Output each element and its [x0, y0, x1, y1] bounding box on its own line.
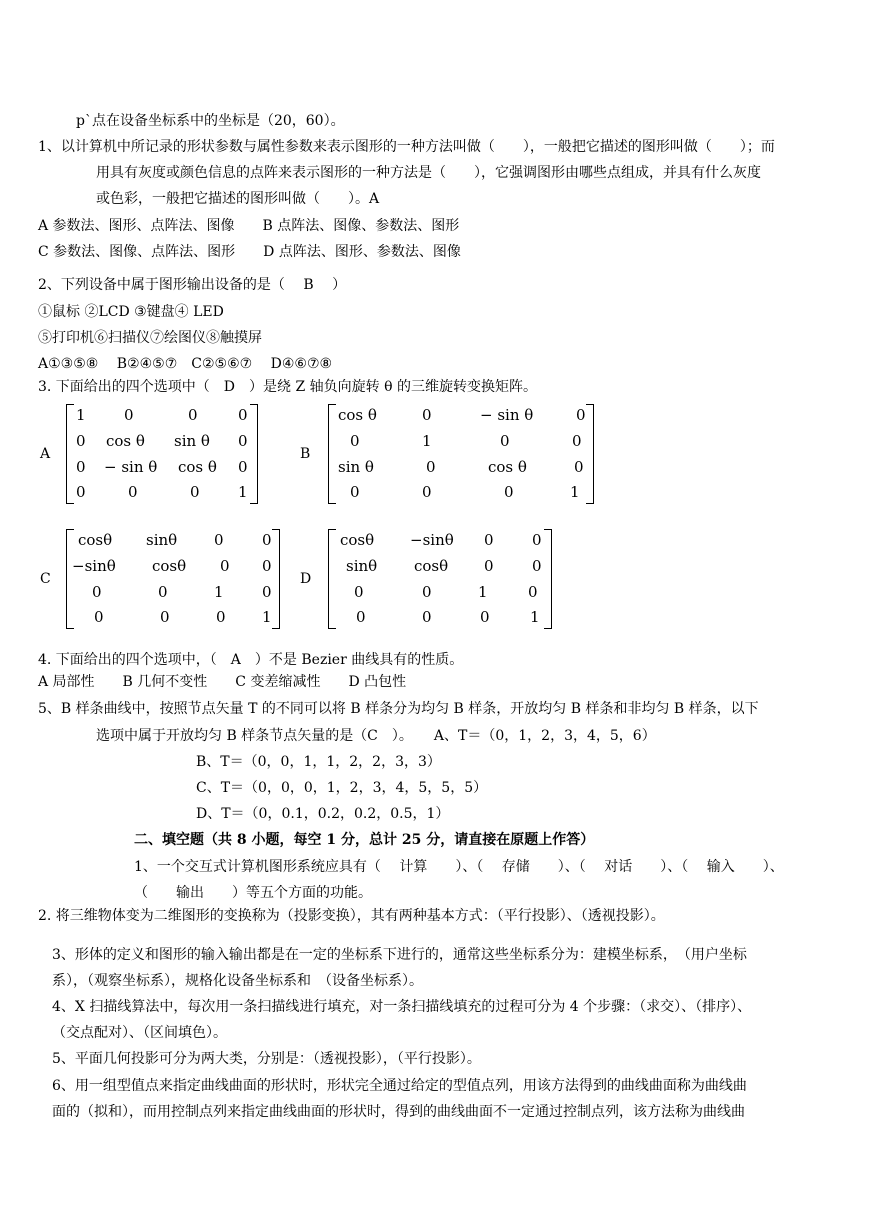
matrix-cell: 0 [238, 432, 248, 450]
matrix-cell: cosθ [78, 531, 113, 549]
matrix-cell: sin θ [174, 432, 210, 450]
matrix-cell: 1 [238, 483, 248, 501]
matrix-cell: 0 [190, 483, 200, 501]
matrix-cell: 0 [354, 583, 364, 601]
matrix-cell: 0 [94, 608, 104, 626]
matrix-cell: 0 [128, 483, 138, 501]
matrix-cell: 0 [188, 406, 198, 424]
matrix-right-bracket [544, 529, 552, 629]
question-3-text: 3. 下面给出的四个选项中（ D ）是绕 Z 轴负向旋转 θ 的三维旋转变换矩阵。 [38, 379, 537, 395]
matrix-right-bracket [272, 529, 280, 629]
matrix-cell: 1 [422, 432, 432, 450]
question-5-option-c: C、T＝（0，0，0，1，2，3，4，5，5，5） [196, 780, 488, 796]
matrix-cell: 0 [92, 583, 102, 601]
matrix-cell: 0 [262, 531, 272, 549]
matrix-cell: 0 [484, 557, 494, 575]
matrix-cell: 0 [484, 531, 494, 549]
matrix-cell: 1 [76, 406, 86, 424]
fill-4-text: 4、X 扫描线算法中，每次用一条扫描线进行填充，对一条扫描线填充的过程可分为 4 个步骤：（求交）、（排序）、 [52, 999, 752, 1015]
matrix-cell: − sin θ [480, 406, 534, 424]
fill-2-text: 2. 将三维物体变为二维图形的变换称为（投影变换），其有两种基本方式：（平行投影）、（透视投影）。 [38, 908, 665, 924]
matrix-cell: sinθ [346, 557, 378, 575]
fill-1-text-cont: （ 输出 ）等五个方面的功能。 [134, 885, 372, 901]
matrix-cell: 1 [478, 583, 488, 601]
matrix-cell: cosθ [414, 557, 449, 575]
matrix-cell: 0 [214, 531, 224, 549]
matrix-cell: 0 [422, 583, 432, 601]
matrix-cell: −sinθ [72, 557, 116, 575]
fill-3-text: 3、形体的定义和图形的输入输出都是在一定的坐标系下进行的，通常这些坐标系分为：建模坐标系， （用户坐标 [52, 947, 747, 963]
matrix-cell: 0 [76, 483, 86, 501]
matrix-cell: 0 [238, 406, 248, 424]
matrix-cell: 0 [532, 557, 542, 575]
matrix-cell: − sin θ [104, 458, 158, 476]
question-5-text: 5、B 样条曲线中，按照节点矢量 T 的不同可以将 B 样条分为均匀 B 样条，开放均匀 B 样条和非均匀 B 样条，以下 [38, 701, 759, 717]
matrix-cell: 0 [422, 608, 432, 626]
matrix-cell: 0 [426, 458, 436, 476]
section-heading: 二、填空题（共 8 小题，每空 1 分，总计 25 分，请直接在原题上作答） [134, 832, 595, 848]
matrix-cell: 0 [238, 458, 248, 476]
matrix-cell: 0 [350, 432, 360, 450]
question-2-items: ⑤打印机⑥扫描仪⑦绘图仪⑧触摸屏 [38, 330, 262, 346]
matrix-cell: 0 [480, 608, 490, 626]
matrix-cell: cos θ [106, 432, 145, 450]
matrix-cell: 0 [532, 531, 542, 549]
fill-3-text-cont: 系），（观察坐标系），规格化设备坐标系和 （设备坐标系）。 [52, 973, 423, 989]
matrix-right-bracket [250, 404, 258, 504]
question-5-option-d: D、T＝（0，0.1，0.2，0.2，0.5，1） [196, 806, 450, 822]
fill-6-text: 6、用一组型值点来指定曲线曲面的形状时，形状完全通过给定的型值点列，用该方法得到的曲线曲面称为曲线曲 [52, 1078, 747, 1094]
matrix-b-label: B [300, 446, 311, 462]
matrix-cell: 0 [158, 583, 168, 601]
matrix-cell: 0 [216, 608, 226, 626]
matrix-cell: 0 [422, 406, 432, 424]
matrix-cell: 0 [76, 458, 86, 476]
question-1-text-cont: 或色彩，一般把它描述的图形叫做（ ）。A [96, 191, 380, 207]
matrix-cell: 0 [76, 432, 86, 450]
fill-6-text-cont: 面的（拟和），而用控制点列来指定曲线曲面的形状时，得到的曲线曲面不一定通过控制点列，该方法称为曲线曲 [52, 1104, 745, 1120]
question-4-options: A 局部性 B 几何不变性 C 变差缩减性 D 凸包性 [38, 674, 407, 690]
text-line: p`点在设备坐标系中的坐标是（20，60）。 [76, 113, 345, 129]
matrix-cell: −sinθ [410, 531, 454, 549]
matrix-d [328, 529, 552, 629]
matrix-cell: cos θ [488, 458, 527, 476]
fill-1-text: 1、一个交互式计算机图形系统应具有（ 计算 ）、（ 存储 ）、（ 对话 ）、（ 输入 ）、 [134, 859, 784, 875]
matrix-left-bracket [66, 404, 74, 504]
matrix-cell: 0 [574, 458, 584, 476]
matrix-cell: 0 [504, 483, 514, 501]
matrix-cell: 1 [570, 483, 580, 501]
matrix-left-bracket [66, 529, 74, 629]
question-5-text-cont: 选项中属于开放均匀 B 样条节点矢量的是（C ）。 A、T＝（0，1，2，3，4，5，6） [96, 728, 656, 744]
question-2-text: 2、下列设备中属于图形输出设备的是（ B ） [38, 277, 347, 293]
matrix-cell: 0 [500, 432, 510, 450]
matrix-cell: sinθ [146, 531, 178, 549]
matrix-cell: 0 [262, 583, 272, 601]
matrix-cell: 0 [160, 608, 170, 626]
matrix-c [66, 529, 280, 629]
matrix-cell: 0 [262, 557, 272, 575]
matrix-cell: cosθ [340, 531, 375, 549]
matrix-cell: sin θ [338, 458, 374, 476]
question-4-text: 4. 下面给出的四个选项中，（ A ）不是 Bezier 曲线具有的性质。 [38, 652, 464, 668]
fill-4-text-cont: （交点配对）、（区间填色）。 [52, 1025, 227, 1041]
fill-5-text: 5、平面几何投影可分为两大类，分别是：（透视投影），（平行投影）。 [52, 1051, 481, 1067]
question-2-items: ①鼠标 ②LCD ③键盘④ LED [38, 304, 224, 320]
matrix-cell: cosθ [152, 557, 187, 575]
question-5-option-b: B、T＝（0，0，1，1，2，2，3，3） [196, 754, 441, 770]
matrix-left-bracket [328, 529, 336, 629]
matrix-d-label: D [300, 571, 312, 587]
matrix-cell: 0 [124, 406, 134, 424]
matrix-c-label: C [40, 571, 51, 587]
question-1-options: C 参数法、图像、点阵法、图形 D 点阵法、图形、参数法、图像 [38, 244, 461, 260]
question-1-options: A 参数法、图形、点阵法、图像 B 点阵法、图像、参数法、图形 [38, 218, 460, 234]
matrix-cell: cos θ [178, 458, 217, 476]
matrix-cell: 1 [262, 608, 272, 626]
matrix-cell: 1 [214, 583, 224, 601]
matrix-left-bracket [328, 404, 336, 504]
matrix-a [66, 404, 258, 504]
question-1-text-cont: 用具有灰度或颜色信息的点阵来表示图形的一种方法是（ ），它强调图形由哪些点组成，并具有什么灰度 [96, 165, 761, 181]
matrix-right-bracket [586, 404, 594, 504]
matrix-cell: 0 [572, 432, 582, 450]
matrix-cell: 0 [576, 406, 586, 424]
matrix-cell: 0 [528, 583, 538, 601]
matrix-b [328, 404, 594, 504]
question-2-options: A①③⑤⑧ B②④⑤⑦ C②⑤⑥⑦ D④⑥⑦⑧ [38, 356, 333, 372]
matrix-cell: 0 [422, 483, 432, 501]
matrix-cell: cos θ [338, 406, 377, 424]
matrix-cell: 0 [220, 557, 230, 575]
matrix-cell: 0 [356, 608, 366, 626]
matrix-cell: 0 [350, 483, 360, 501]
matrix-a-label: A [40, 446, 51, 462]
question-1-text: 1、以计算机中所记录的形状参数与属性参数来表示图形的一种方法叫做（ ），一般把它描述的图形叫做（ ）；而 [38, 139, 775, 155]
matrix-cell: 1 [530, 608, 540, 626]
